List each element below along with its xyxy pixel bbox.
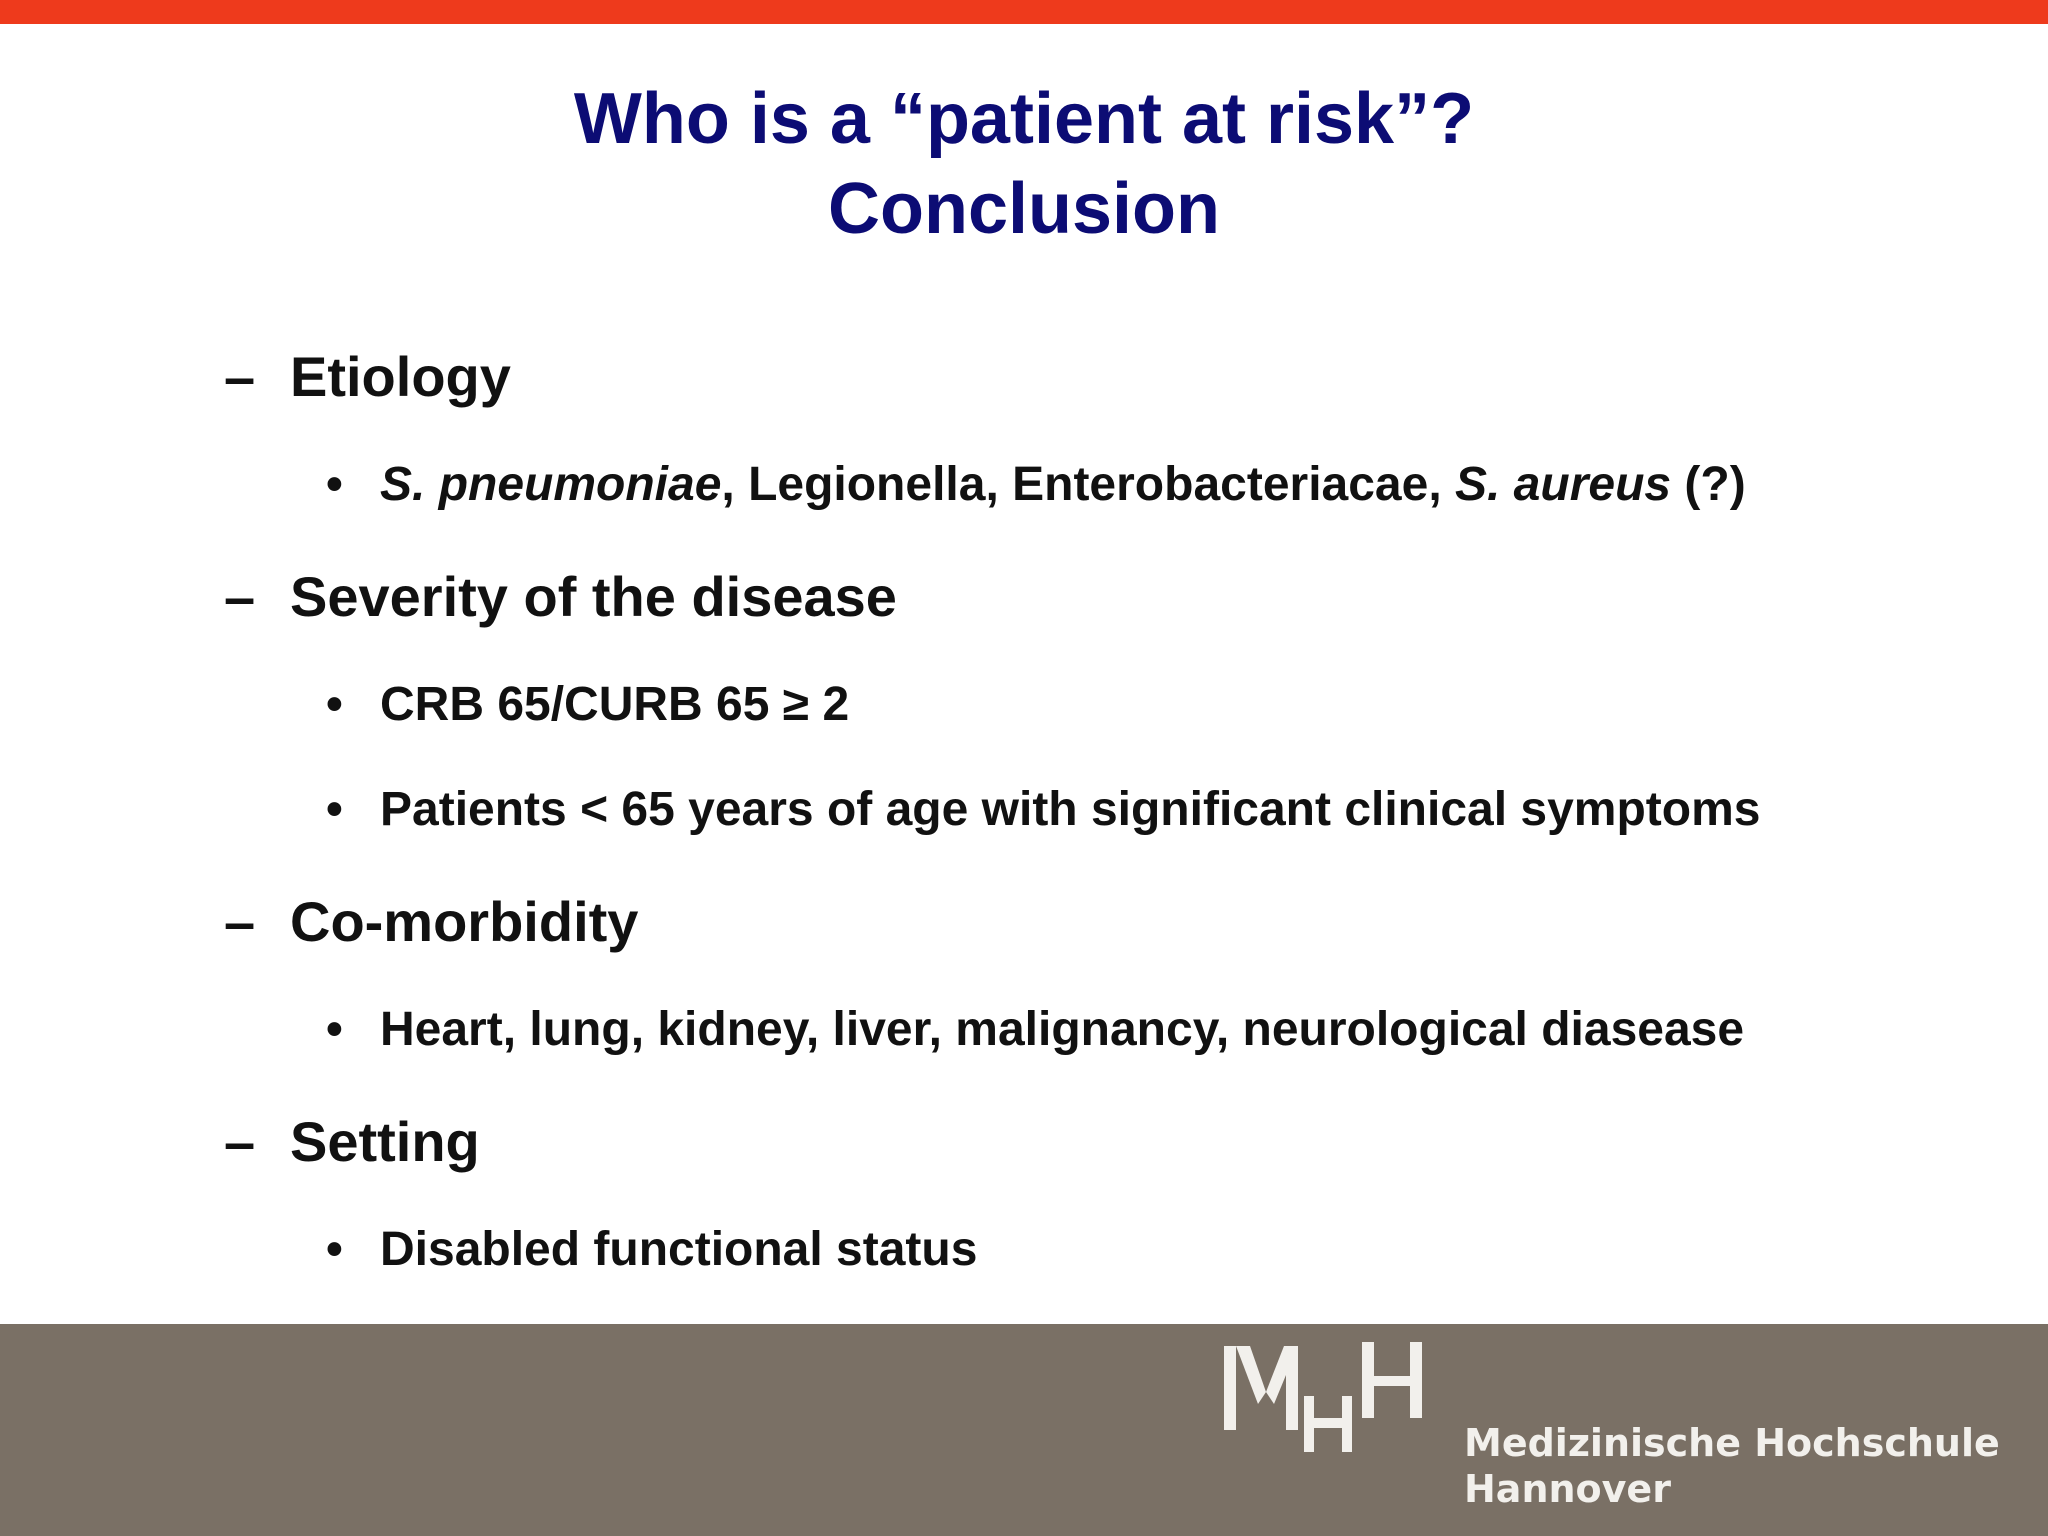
section-label: Severity of the disease [290, 565, 897, 628]
pathogen-s-aureus: S. aureus [1454, 458, 1672, 511]
pathogen-list-middle: , Legionella, Enterobacteriacae, [721, 458, 1455, 511]
bullet-severity-score [326, 676, 849, 734]
institution-name [1464, 1420, 2000, 1512]
bullet-text: Heart, lung, kidney, liver, malignancy, neurological diasease [380, 1003, 1745, 1056]
section-setting [224, 1109, 480, 1175]
bullet-setting-status [326, 1221, 977, 1279]
bullet-severity-age [326, 781, 1760, 839]
bullet-marker: • [326, 458, 343, 511]
title-line-2: Conclusion [828, 169, 1220, 249]
section-label: Etiology [290, 345, 511, 408]
bullet-marker: • [326, 1003, 343, 1056]
dash-marker: – [224, 890, 256, 953]
pathogen-s-pneumoniae: S. pneumoniae [380, 458, 722, 511]
bullet-etiology-pathogens [326, 456, 1746, 514]
section-etiology [224, 344, 511, 410]
bullet-comorbidity-organs [326, 1001, 1744, 1059]
pathogen-list-end: (?) [1671, 458, 1746, 511]
institution-line-2: Hannover [1464, 1467, 1671, 1511]
bullet-marker: • [326, 783, 343, 836]
institution-line-1: Medizinische Hochschule [1464, 1421, 2000, 1465]
dash-marker: – [224, 565, 256, 628]
bullet-marker: • [326, 1223, 343, 1276]
dash-marker: – [224, 1110, 256, 1173]
mhh-logo-icon [1222, 1342, 1444, 1454]
section-severity [224, 564, 897, 630]
section-label: Setting [290, 1110, 480, 1173]
bullet-text: Disabled functional status [380, 1223, 978, 1276]
dash-marker: – [224, 345, 256, 408]
bullet-text: CRB 65/CURB 65 ≥ 2 [380, 678, 850, 731]
section-comorbidity [224, 889, 638, 955]
section-label: Co-morbidity [290, 890, 639, 953]
bullet-marker: • [326, 678, 343, 731]
bullet-text: Patients < 65 years of age with significant clinical symptoms [380, 783, 1761, 836]
title-line-1: Who is a “patient at risk”? [573, 79, 1475, 159]
